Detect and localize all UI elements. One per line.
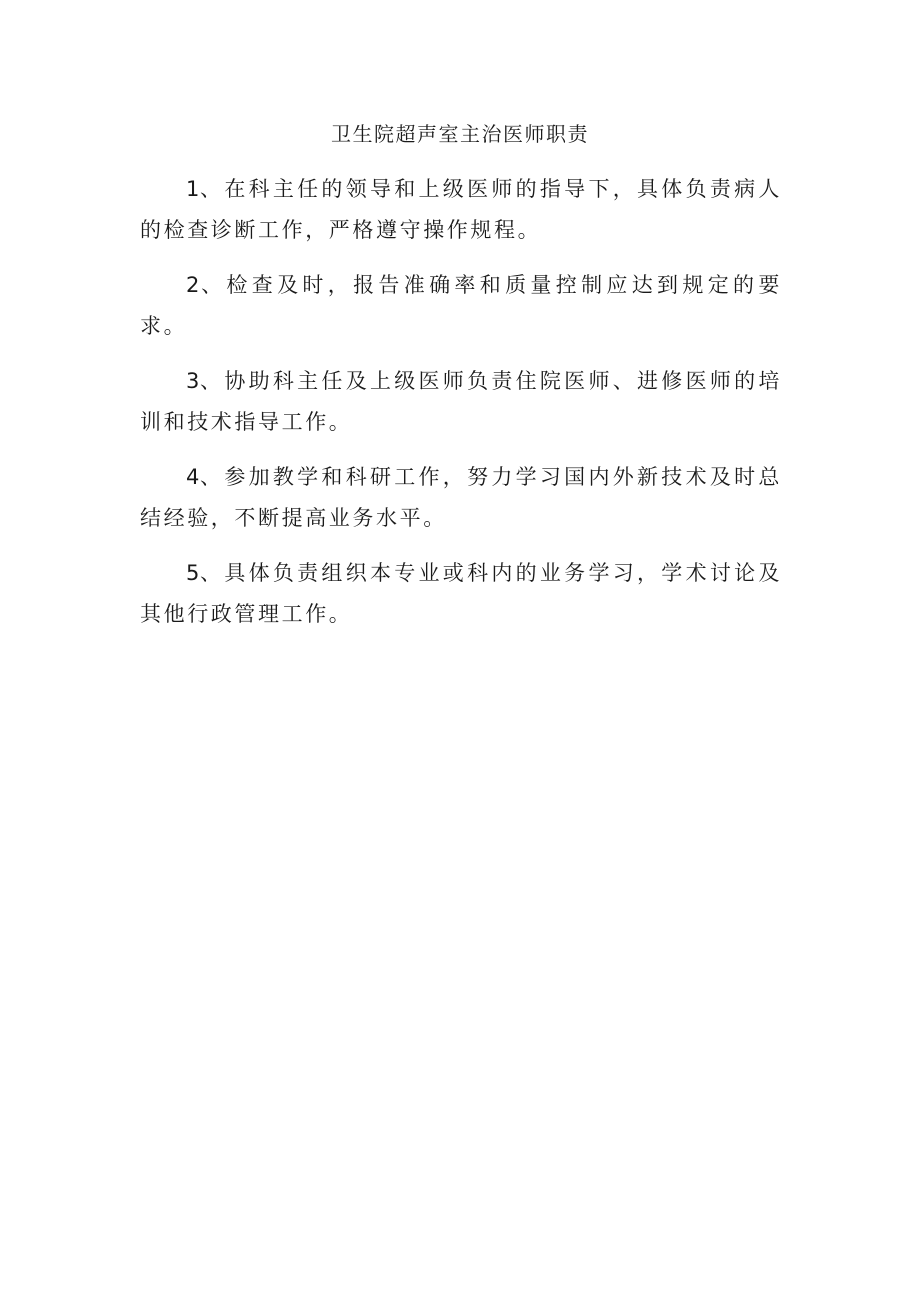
duty-text: 、具体负责组织本专业或科内的业务学习，学术讨论及其他行政管理工作。 bbox=[140, 561, 782, 626]
duty-number: 5 bbox=[186, 561, 200, 585]
duty-text: 、参加教学和科研工作，努力学习国内外新技术及时总结经验，不断提高业务水平。 bbox=[140, 465, 782, 530]
duty-item-1 bbox=[140, 169, 782, 251]
duty-item-3 bbox=[140, 361, 782, 443]
duty-item-4 bbox=[140, 457, 782, 539]
duty-number: 4 bbox=[186, 465, 200, 489]
duty-list bbox=[140, 169, 782, 649]
duty-item-2 bbox=[140, 265, 782, 347]
duty-number: 3 bbox=[186, 369, 200, 393]
duty-number: 1 bbox=[186, 177, 200, 201]
document-title: 卫生院超声室主治医师职责 bbox=[331, 122, 589, 146]
duty-text: 、在科主任的领导和上级医师的指导下，具体负责病人的检查诊断工作，严格遵守操作规程。 bbox=[140, 177, 782, 242]
duty-item-5 bbox=[140, 553, 782, 635]
duty-text: 、协助科主任及上级医师负责住院医师、进修医师的培训和技术指导工作。 bbox=[140, 369, 782, 434]
duty-number: 2 bbox=[186, 273, 200, 297]
duty-text: 、检查及时，报告准确率和质量控制应达到规定的要求。 bbox=[140, 273, 782, 338]
